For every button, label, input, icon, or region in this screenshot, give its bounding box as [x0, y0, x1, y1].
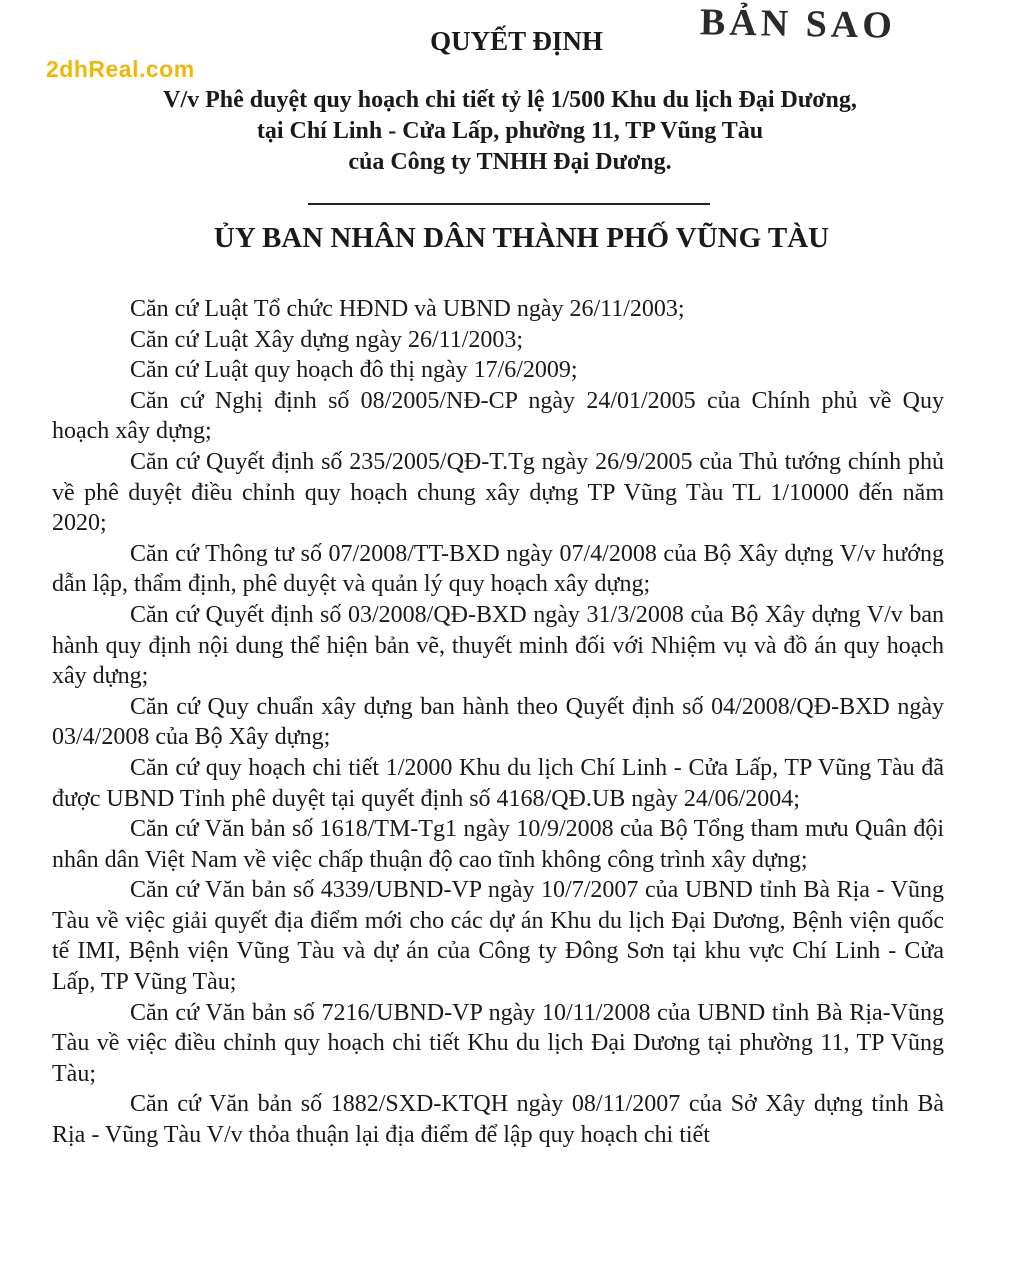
site-watermark: 2dhReal.com: [46, 56, 195, 82]
document-title: QUYẾT ĐỊNH: [430, 26, 603, 56]
subject-line: tại Chí Linh - Cửa Lấp, phường 11, TP Vũng Tàu: [256, 118, 764, 144]
legal-basis-paragraph: Căn cứ Quy chuẩn xây dựng ban hành theo Quyết định số 04/2008/QĐ-BXD ngày 03/4/2008 của Bộ Xây dựng;: [52, 693, 944, 751]
subject-line: V/v Phê duyệt quy hoạch chi tiết tỷ lệ 1/500 Khu du lịch Đại Dương,: [163, 87, 857, 113]
legal-basis-paragraph: Căn cứ Luật Tổ chức HĐND và UBND ngày 26/11/2003;: [130, 296, 685, 322]
legal-basis-paragraph: Căn cứ Luật quy hoạch đô thị ngày 17/6/2009;: [130, 357, 578, 384]
legal-basis-paragraph: Căn cứ Quyết định số 235/2005/QĐ-T.Tg ngày 26/9/2005 của Thủ tướng chính phủ về phê duyệt điều chỉnh quy hoạch chung xây dựng TP Vũng Tàu TL 1/10000 đến năm 2020;: [52, 448, 944, 537]
document-subject: [60, 85, 960, 178]
legal-basis-paragraph: Căn cứ quy hoạch chi tiết 1/2000 Khu du lịch Chí Linh - Cửa Lấp, TP Vũng Tàu đã được UBND Tỉnh phê duyệt tại quyết định số 4168/QĐ.UB ngày 24/06/2004;: [52, 754, 944, 812]
legal-basis-paragraph: Căn cứ Thông tư số 07/2008/TT-BXD ngày 07/4/2008 của Bộ Xây dựng V/v hướng dẫn lập, thẩm định, phê duyệt và quản lý quy hoạch xây dựng;: [52, 540, 944, 598]
title-divider: [308, 203, 710, 205]
legal-basis-paragraph: Căn cứ Văn bản số 4339/UBND-VP ngày 10/7/2007 của UBND tỉnh Bà Rịa - Vũng Tàu về việc giải quyết địa điểm mới cho các dự án Khu du lịch Đại Dương, Bệnh viện quốc tế IMI, Bệnh viện Vũng Tàu và dự án của Công ty Đông Sơn tại khu vực Chí Linh - Cửa Lấp, TP Vũng Tàu;: [52, 877, 944, 996]
legal-basis-paragraph: Căn cứ Nghị định số 08/2005/NĐ-CP ngày 24/01/2005 của Chính phủ về Quy hoạch xây dựng;: [52, 387, 944, 445]
copy-stamp: BẢN SAO: [699, 1, 897, 47]
legal-basis-paragraph: Căn cứ Quyết định số 03/2008/QĐ-BXD ngày 31/3/2008 của Bộ Xây dựng V/v ban hành quy định nội dung thể hiện bản vẽ, thuyết minh đối với Nhiệm vụ và đồ án quy hoạch xây dựng;: [52, 601, 944, 690]
legal-basis-paragraph: Căn cứ Văn bản số 1882/SXD-KTQH ngày 08/11/2007 của Sở Xây dựng tỉnh Bà Rịa - Vũng Tàu V/v thỏa thuận lại địa điểm để lập quy hoạch chi tiết: [52, 1091, 944, 1149]
legal-basis-paragraph: Căn cứ Văn bản số 1618/TM-Tg1 ngày 10/9/2008 của Bộ Tổng tham mưu Quân đội nhân dân Việt Nam về việc chấp thuận độ cao tĩnh không công trình xây dựng;: [52, 816, 944, 873]
legal-basis-paragraph: Căn cứ Luật Xây dựng ngày 26/11/2003;: [130, 326, 524, 353]
issuing-authority: ỦY BAN NHÂN DÂN THÀNH PHỐ VŨNG TÀU: [213, 222, 830, 254]
document-body: [52, 294, 944, 1151]
legal-basis-paragraph: Căn cứ Văn bản số 7216/UBND-VP ngày 10/11/2008 của UBND tỉnh Bà Rịa-Vũng Tàu về việc điều chỉnh quy hoạch chi tiết Khu du lịch Đại Dương tại phường 11, TP Vũng Tàu;: [52, 999, 944, 1087]
subject-line: của Công ty TNHH Đại Dương.: [348, 149, 672, 175]
